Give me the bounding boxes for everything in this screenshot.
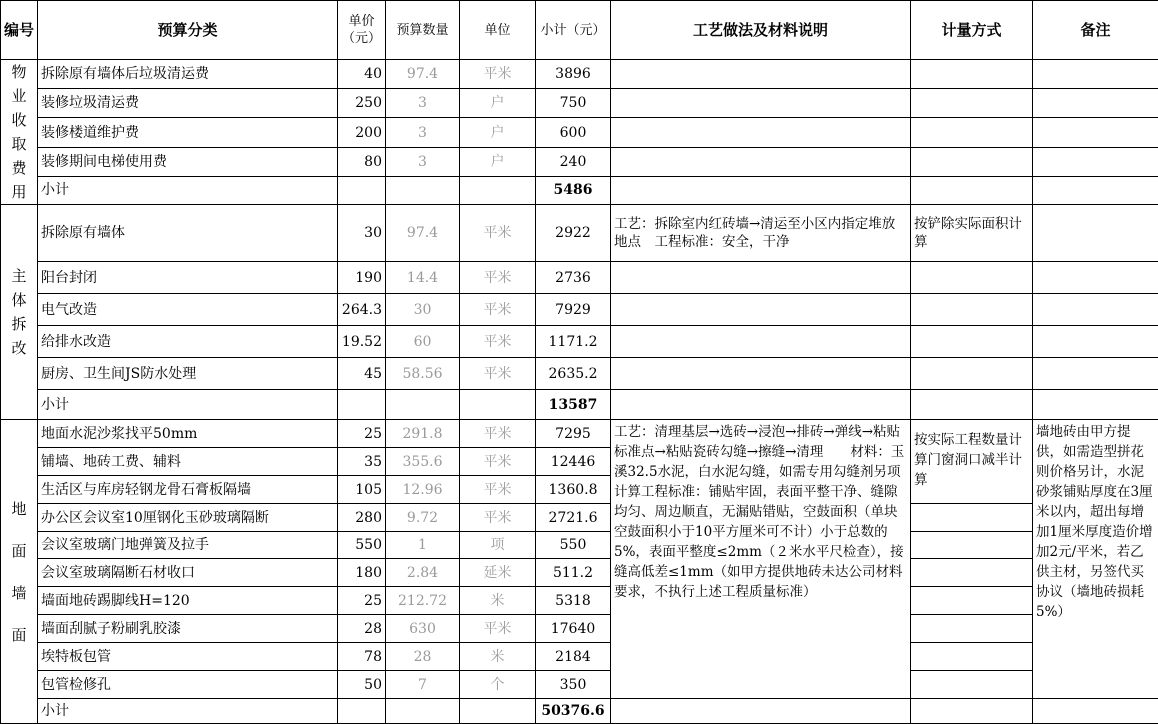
- item-name: 墙面地砖踢脚线H=120: [38, 587, 338, 615]
- unit-price: 105: [338, 476, 386, 504]
- remark-cell: [1033, 699, 1158, 724]
- section-label: 物 业 收 取 费 用: [1, 60, 38, 205]
- unit: 项: [460, 532, 536, 559]
- measure-cell: [911, 326, 1033, 358]
- item-name: 地面水泥沙浆找平50mm: [38, 420, 338, 448]
- quantity: 2.84: [386, 559, 460, 587]
- unit-price: 25: [338, 420, 386, 448]
- unit: 平米: [460, 326, 536, 358]
- unit: 平米: [460, 476, 536, 504]
- subtotal-row: [1, 176, 1158, 204]
- section-label: 地 面 墙 面: [1, 420, 38, 724]
- measure-cell: [911, 532, 1033, 559]
- quantity: 28: [386, 643, 460, 671]
- description-cell: [611, 358, 911, 390]
- section-total: 5486: [536, 176, 611, 204]
- unit: 延米: [460, 559, 536, 587]
- subtotal: 12446: [536, 448, 611, 476]
- measure-cell: [911, 60, 1033, 89]
- measure-cell: [911, 615, 1033, 643]
- table-row: [1, 559, 1158, 587]
- remark-text: 墙地砖由甲方提供，如需造型拼花则价格另计，水泥砂浆铺贴厚度在3厘米以内，超出每增加1厘米厚度造价增加2元/平米，若乙供主材，另签代买协议（墙地砖损耗5%）: [1033, 420, 1158, 699]
- quantity: 355.6: [386, 448, 460, 476]
- remark-cell: [1033, 147, 1158, 176]
- unit-price: 50: [338, 671, 386, 699]
- remark-cell: [1033, 326, 1158, 358]
- unit-price: 190: [338, 262, 386, 294]
- description-cell: [611, 89, 911, 118]
- unit: 平米: [460, 294, 536, 326]
- description-cell: [611, 60, 911, 89]
- table-row: [1, 147, 1158, 176]
- table-row: [1, 504, 1158, 532]
- subtotal: 2635.2: [536, 358, 611, 390]
- subtotal: 511.2: [536, 559, 611, 587]
- unit: 户: [460, 89, 536, 118]
- subtotal: 2922: [536, 205, 611, 262]
- remark-cell: [1033, 118, 1158, 147]
- item-name: 拆除原有墙体: [38, 205, 338, 262]
- unit: 米: [460, 643, 536, 671]
- remark-cell: [1033, 390, 1158, 420]
- quantity: 212.72: [386, 587, 460, 615]
- measure-cell: [911, 294, 1033, 326]
- subtotal-label: 小计: [38, 176, 338, 204]
- unit-price: 80: [338, 147, 386, 176]
- unit: 平米: [460, 358, 536, 390]
- item-name: 会议室玻璃门地弹簧及拉手: [38, 532, 338, 559]
- header-unit-price: 单价（元）: [338, 1, 386, 60]
- unit: 个: [460, 671, 536, 699]
- quantity: 3: [386, 89, 460, 118]
- unit: 平米: [460, 615, 536, 643]
- quantity: 3: [386, 118, 460, 147]
- measure-cell: [911, 671, 1033, 699]
- quantity: 12.96: [386, 476, 460, 504]
- item-name: 装修垃圾清运费: [38, 89, 338, 118]
- description-cell: [611, 390, 911, 420]
- table-row: [1, 60, 1158, 89]
- remark-cell: [1033, 89, 1158, 118]
- subtotal: 3896: [536, 60, 611, 89]
- empty-cell: [338, 176, 386, 204]
- unit-price: 40: [338, 60, 386, 89]
- unit-price: 19.52: [338, 326, 386, 358]
- item-name: 阳台封闭: [38, 262, 338, 294]
- empty-cell: [386, 176, 460, 204]
- remark-cell: [1033, 176, 1158, 204]
- quantity: 30: [386, 294, 460, 326]
- unit-price: 250: [338, 89, 386, 118]
- measure-text: 按实际工程数量计算门窗洞口减半计算: [911, 420, 1033, 504]
- remark-cell: [1033, 60, 1158, 89]
- quantity: 97.4: [386, 60, 460, 89]
- description-cell: [611, 699, 911, 724]
- subtotal: 1171.2: [536, 326, 611, 358]
- measure-cell: [911, 504, 1033, 532]
- unit-price: 25: [338, 587, 386, 615]
- table-row: [1, 326, 1158, 358]
- subtotal: 240: [536, 147, 611, 176]
- header-unit: 单位: [460, 1, 536, 60]
- quantity: 97.4: [386, 205, 460, 262]
- unit-price: 550: [338, 532, 386, 559]
- description-cell: [611, 147, 911, 176]
- header-quantity: 预算数量: [386, 1, 460, 60]
- empty-cell: [338, 699, 386, 724]
- item-name: 厨房、卫生间JS防水处理: [38, 358, 338, 390]
- unit-price: 30: [338, 205, 386, 262]
- table-row: [1, 358, 1158, 390]
- item-name: 墙面刮腻子粉刷乳胶漆: [38, 615, 338, 643]
- unit: 户: [460, 147, 536, 176]
- unit: 米: [460, 587, 536, 615]
- subtotal: 1360.8: [536, 476, 611, 504]
- measure-cell: [911, 147, 1033, 176]
- quantity: 1: [386, 532, 460, 559]
- description-text: 工艺：清理基层→选砖→浸泡→排砖→弹线→粘贴标准点→粘贴瓷砖勾缝→擦缝→清理 材料：玉溪32.5水泥，白水泥勾缝，如需专用勾缝剂另项计算工程标准：铺贴牢固，表面平整干净、缝隙均匀、周边顺直，无漏贴错贴，空鼓面积（单块空鼓面积小于10平方厘米可不计）小于总数的5%，表面平整度≤2mm（２米水平尺检查），接缝高低差≤1mm（如甲方提供地砖未达公司材料要求，不执行上述工程质量标准）: [611, 420, 911, 699]
- description-text: 工艺：拆除室内红砖墙→清运至小区内指定堆放地点 工程标准：安全，干净: [611, 205, 911, 262]
- measure-cell: [911, 699, 1033, 724]
- header-code: 编号: [1, 1, 38, 60]
- header-row: [1, 1, 1158, 60]
- measure-text: 按铲除实际面积计算: [911, 205, 1033, 262]
- unit-price: 264.3: [338, 294, 386, 326]
- measure-cell: [911, 587, 1033, 615]
- quantity: 630: [386, 615, 460, 643]
- quantity: 3: [386, 147, 460, 176]
- quantity: 7: [386, 671, 460, 699]
- table-row: [1, 118, 1158, 147]
- subtotal-label: 小计: [38, 390, 338, 420]
- subtotal: 17640: [536, 615, 611, 643]
- remark-cell: [1033, 294, 1158, 326]
- quantity: 58.56: [386, 358, 460, 390]
- header-description: 工艺做法及材料说明: [611, 1, 911, 60]
- subtotal-row: [1, 390, 1158, 420]
- unit-price: 78: [338, 643, 386, 671]
- unit: 户: [460, 118, 536, 147]
- quantity: 60: [386, 326, 460, 358]
- unit-price: 280: [338, 504, 386, 532]
- empty-cell: [460, 176, 536, 204]
- header-category: 预算分类: [38, 1, 338, 60]
- description-cell: [611, 262, 911, 294]
- item-name: 生活区与库房轻钢龙骨石膏板隔墙: [38, 476, 338, 504]
- table-row: [1, 587, 1158, 615]
- unit: 平米: [460, 448, 536, 476]
- unit-price: 35: [338, 448, 386, 476]
- item-name: 包管检修孔: [38, 671, 338, 699]
- quantity: 14.4: [386, 262, 460, 294]
- item-name: 办公区会议室10厘钢化玉砂玻璃隔断: [38, 504, 338, 532]
- empty-cell: [386, 390, 460, 420]
- table-row: [1, 615, 1158, 643]
- remark-cell: [1033, 262, 1158, 294]
- measure-cell: [911, 390, 1033, 420]
- header-subtotal: 小计（元）: [536, 1, 611, 60]
- description-cell: [611, 118, 911, 147]
- subtotal: 5318: [536, 587, 611, 615]
- description-cell: [611, 176, 911, 204]
- item-name: 会议室玻璃隔断石材收口: [38, 559, 338, 587]
- unit: 平米: [460, 262, 536, 294]
- table-row: [1, 294, 1158, 326]
- table-row: [1, 205, 1158, 262]
- quantity: 9.72: [386, 504, 460, 532]
- remark-cell: [1033, 205, 1158, 262]
- table-row: [1, 643, 1158, 671]
- unit: 平米: [460, 205, 536, 262]
- subtotal: 7929: [536, 294, 611, 326]
- description-cell: [611, 326, 911, 358]
- measure-cell: [911, 559, 1033, 587]
- measure-cell: [911, 89, 1033, 118]
- item-name: 埃特板包管: [38, 643, 338, 671]
- empty-cell: [460, 699, 536, 724]
- unit-price: 180: [338, 559, 386, 587]
- subtotal: 350: [536, 671, 611, 699]
- unit: 平米: [460, 420, 536, 448]
- table-row: [1, 89, 1158, 118]
- remark-cell: [1033, 358, 1158, 390]
- empty-cell: [338, 390, 386, 420]
- item-name: 铺墙、地砖工费、辅料: [38, 448, 338, 476]
- item-name: 装修期间电梯使用费: [38, 147, 338, 176]
- unit: 平米: [460, 60, 536, 89]
- description-cell: [611, 294, 911, 326]
- measure-cell: [911, 262, 1033, 294]
- header-measure: 计量方式: [911, 1, 1033, 60]
- subtotal: 600: [536, 118, 611, 147]
- unit-price: 45: [338, 358, 386, 390]
- section-total: 50376.6: [536, 699, 611, 724]
- subtotal: 2721.6: [536, 504, 611, 532]
- item-name: 给排水改造: [38, 326, 338, 358]
- item-name: 电气改造: [38, 294, 338, 326]
- item-name: 装修楼道维护费: [38, 118, 338, 147]
- subtotal: 2736: [536, 262, 611, 294]
- measure-cell: [911, 176, 1033, 204]
- table-row: [1, 532, 1158, 559]
- table-row: [1, 671, 1158, 699]
- section-total: 13587: [536, 390, 611, 420]
- subtotal: 2184: [536, 643, 611, 671]
- item-name: 拆除原有墙体后垃圾清运费: [38, 60, 338, 89]
- unit: 平米: [460, 504, 536, 532]
- measure-cell: [911, 643, 1033, 671]
- subtotal: 550: [536, 532, 611, 559]
- section-label: 主 体 拆 改: [1, 205, 38, 420]
- subtotal: 750: [536, 89, 611, 118]
- measure-cell: [911, 358, 1033, 390]
- quantity: 291.8: [386, 420, 460, 448]
- subtotal-label: 小计: [38, 699, 338, 724]
- empty-cell: [460, 390, 536, 420]
- subtotal-row: [1, 699, 1158, 724]
- header-remark: 备注: [1033, 1, 1158, 60]
- table-row: [1, 262, 1158, 294]
- measure-cell: [911, 118, 1033, 147]
- empty-cell: [386, 699, 460, 724]
- unit-price: 28: [338, 615, 386, 643]
- table-row: [1, 420, 1158, 448]
- subtotal: 7295: [536, 420, 611, 448]
- unit-price: 200: [338, 118, 386, 147]
